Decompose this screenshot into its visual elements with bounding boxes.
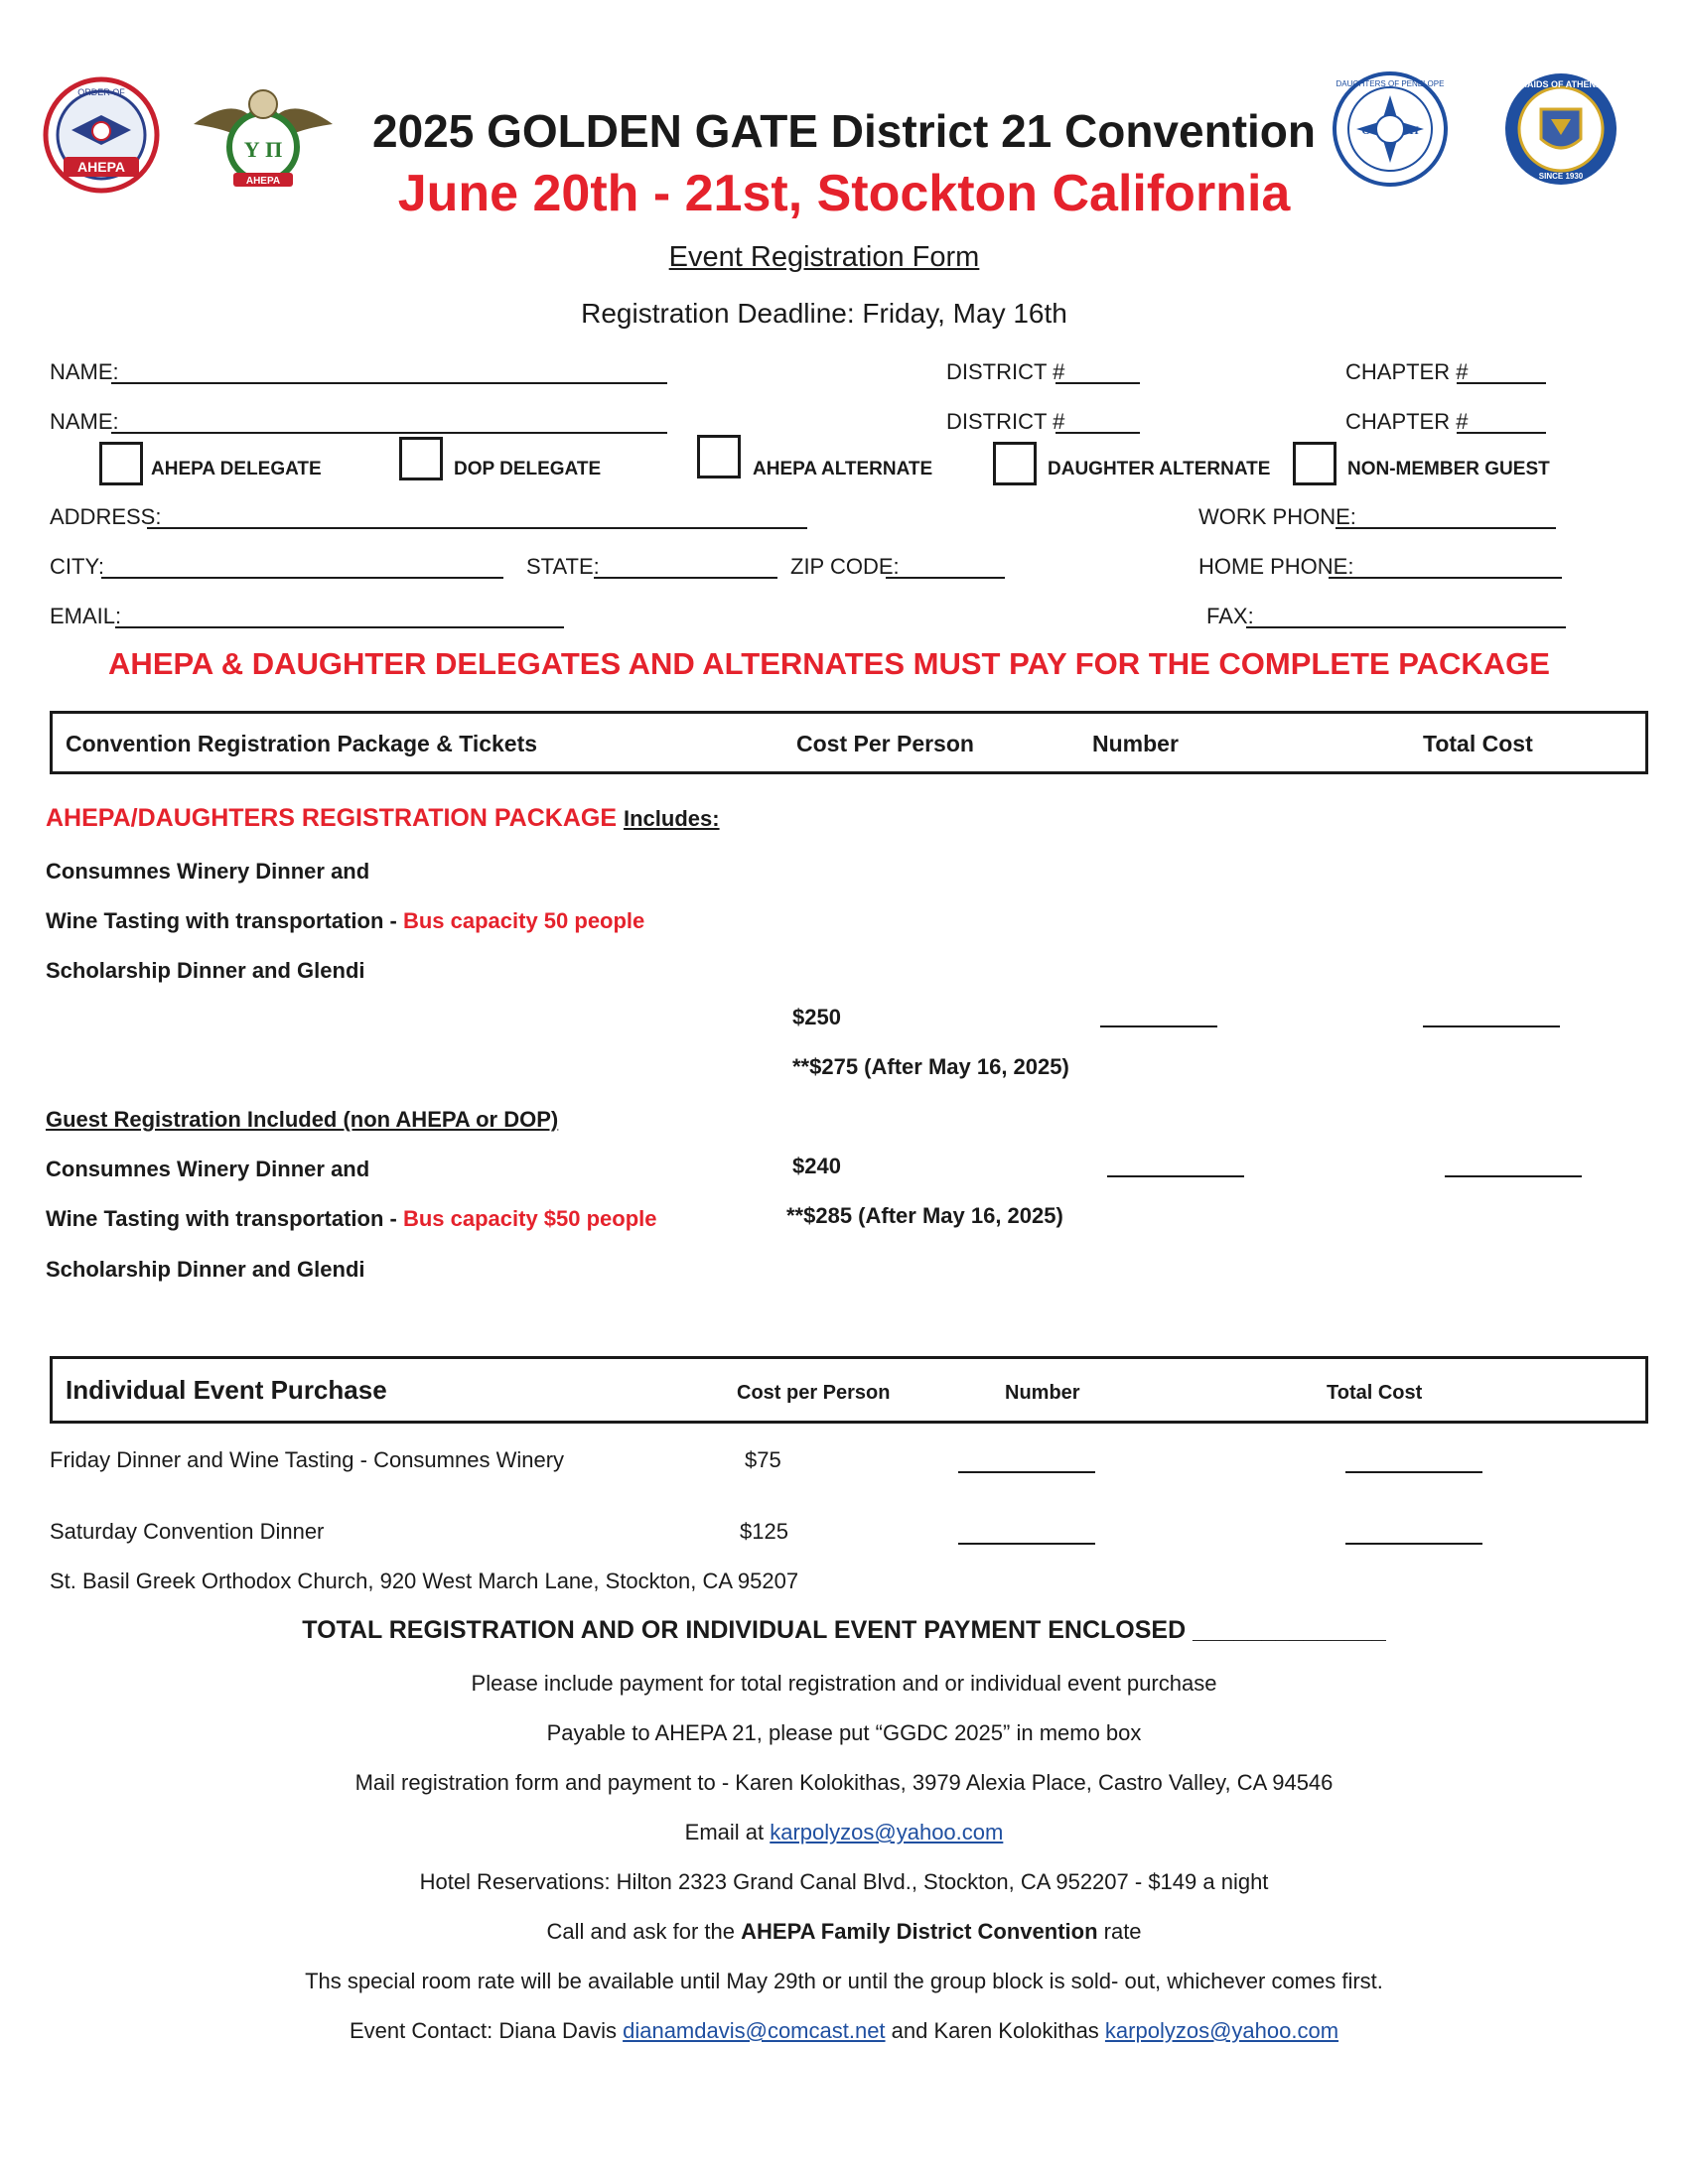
- special-rate-note: Ths special room rate will be available until May 29th or until the group block is sold- out, whichever comes first.: [305, 1969, 1383, 1993]
- state-label: STATE:: [526, 554, 600, 579]
- fax-field[interactable]: [1246, 626, 1566, 628]
- package-header-item: Convention Registration Package & Tickets: [66, 731, 538, 756]
- event-row-2-name: Saturday Convention Dinner: [50, 1519, 325, 1544]
- event-row-1-number-field[interactable]: [958, 1471, 1095, 1473]
- address-field[interactable]: [147, 527, 807, 529]
- ahepa-alternate-checkbox[interactable]: [697, 435, 741, 478]
- page-title: 2025 GOLDEN GATE District 21 Convention: [371, 105, 1316, 157]
- zip-field[interactable]: [886, 577, 1005, 579]
- package-header-total: Total Cost: [1423, 731, 1533, 756]
- contact-mid: and Karen Kolokithas: [885, 2018, 1105, 2043]
- dop-delegate-label: DOP DELEGATE: [454, 459, 602, 479]
- home-phone-field[interactable]: [1329, 577, 1562, 579]
- call-suffix: rate: [1097, 1919, 1142, 1944]
- individual-header-total: Total Cost: [1327, 1382, 1423, 1404]
- hotel-reservations: Hotel Reservations: Hilton 2323 Grand Canal Blvd., Stockton, CA 952207 - $149 a night: [419, 1869, 1269, 1894]
- ahepa-delegate-checkbox[interactable]: [99, 442, 143, 485]
- event-row-2-total-field[interactable]: [1345, 1543, 1482, 1545]
- moa-logo-since: SINCE 1930: [1538, 172, 1584, 181]
- convention-rate-name: AHEPA Family District Convention: [741, 1919, 1098, 1944]
- dop-logo-letter-right: Π: [1409, 123, 1419, 137]
- chapter-field-2[interactable]: [1457, 432, 1546, 434]
- name-field-1[interactable]: [111, 382, 667, 384]
- member-package-late-price: **$275 (After May 16, 2025): [792, 1054, 1069, 1079]
- city-label: CITY:: [50, 554, 105, 579]
- state-field[interactable]: [594, 577, 777, 579]
- name-label-1: NAME:: [50, 359, 119, 384]
- fax-label: FAX:: [1206, 604, 1254, 628]
- event-row-1-total-field[interactable]: [1345, 1471, 1482, 1473]
- district-field-2[interactable]: [1055, 432, 1140, 434]
- individual-header-cost: Cost per Person: [737, 1382, 891, 1404]
- total-payment-field[interactable]: ______________: [1193, 1616, 1386, 1644]
- daughter-alternate-checkbox[interactable]: [993, 442, 1037, 485]
- individual-header-item: Individual Event Purchase: [66, 1375, 387, 1405]
- moa-logo-ring-text: MAIDS OF ATHENA: [1519, 79, 1603, 89]
- contact-email-link[interactable]: karpolyzos@yahoo.com: [770, 1820, 1004, 1844]
- ahepa-logo-banner: AHEPA: [77, 159, 125, 175]
- dop-logo-ring-text: DAUGHTERS OF PENELOPE: [1336, 79, 1445, 88]
- guest-package-late-price: **$285 (After May 16, 2025): [786, 1203, 1063, 1228]
- member-package-line1: Consumnes Winery Dinner and: [46, 859, 370, 884]
- name-label-2: NAME:: [50, 409, 119, 434]
- email-prefix: Email at: [684, 1820, 771, 1844]
- event-row-1-price: $75: [745, 1447, 781, 1472]
- guest-package-bus-capacity: Bus capacity $50 people: [402, 1206, 657, 1231]
- ahepa-delegate-label: AHEPA DELEGATE: [151, 459, 322, 479]
- home-phone-label: HOME PHONE:: [1198, 554, 1354, 579]
- member-package-line2: Wine Tasting with transportation -: [46, 908, 403, 933]
- work-phone-label: WORK PHONE:: [1198, 504, 1356, 529]
- name-field-2[interactable]: [111, 432, 667, 434]
- address-label: ADDRESS:: [50, 504, 162, 529]
- total-payment-label: TOTAL REGISTRATION AND OR INDIVIDUAL EVENT PAYMENT ENCLOSED: [302, 1616, 1187, 1644]
- ahepa-logo-ring-text: ORDER OF: [77, 87, 125, 97]
- district-label-2: DISTRICT #: [946, 409, 1065, 434]
- member-package-title: AHEPA/DAUGHTERS REGISTRATION PACKAGE: [46, 804, 618, 832]
- event-row-2-number-field[interactable]: [958, 1543, 1095, 1545]
- individual-header-number: Number: [1005, 1382, 1080, 1404]
- zip-label: ZIP CODE:: [790, 554, 900, 579]
- guest-package-price: $240: [792, 1154, 841, 1178]
- event-dates: June 20th - 21st, Stockton California: [397, 165, 1291, 222]
- contact-prefix: Event Contact: Diana Davis: [349, 2018, 624, 2043]
- member-package-total-field[interactable]: [1423, 1025, 1560, 1027]
- member-package-line3: Scholarship Dinner and Glendi: [46, 958, 365, 983]
- chapter-label-2: CHAPTER #: [1345, 409, 1469, 434]
- work-phone-field[interactable]: [1336, 527, 1556, 529]
- district-field-1[interactable]: [1055, 382, 1140, 384]
- guest-package-total-field[interactable]: [1445, 1175, 1582, 1177]
- non-member-guest-checkbox[interactable]: [1293, 442, 1336, 485]
- member-package-includes: Includes:: [623, 806, 720, 831]
- sons-logo-letters: Υ Π: [243, 137, 283, 162]
- chapter-label-1: CHAPTER #: [1345, 359, 1469, 384]
- daughter-alternate-label: DAUGHTER ALTERNATE: [1048, 459, 1271, 479]
- event-row-1-name: Friday Dinner and Wine Tasting - Consumnes Winery: [50, 1447, 565, 1472]
- mailing-address: Mail registration form and payment to - Karen Kolokithas, 3979 Alexia Place, Castro Valley, CA 94546: [354, 1770, 1334, 1795]
- city-field[interactable]: [101, 577, 503, 579]
- call-prefix: Call and ask for the: [546, 1919, 742, 1944]
- email-field[interactable]: [115, 626, 564, 628]
- sons-logo-banner: AHEPA: [245, 176, 281, 187]
- guest-package-number-field[interactable]: [1107, 1175, 1244, 1177]
- package-header-cost: Cost Per Person: [796, 731, 974, 756]
- package-header-number: Number: [1092, 731, 1179, 756]
- non-member-guest-label: NON-MEMBER GUEST: [1347, 459, 1550, 479]
- venue-address: St. Basil Greek Orthodox Church, 920 West March Lane, Stockton, CA 95207: [50, 1569, 799, 1593]
- district-label-1: DISTRICT #: [946, 359, 1065, 384]
- chapter-field-1[interactable]: [1457, 382, 1546, 384]
- dop-logo-letter-left: Θ: [1361, 123, 1371, 137]
- payment-instructions: Please include payment for total registration and or individual event purchase: [471, 1671, 1217, 1696]
- member-package-price: $250: [792, 1005, 841, 1029]
- event-row-2-price: $125: [740, 1519, 788, 1544]
- payable-to: Payable to AHEPA 21, please put “GGDC 2025” in memo box: [546, 1720, 1142, 1745]
- guest-package-line3: Scholarship Dinner and Glendi: [46, 1257, 365, 1282]
- diana-email-link[interactable]: dianamdavis@comcast.net: [623, 2018, 886, 2043]
- email-label: EMAIL:: [50, 604, 122, 628]
- member-package-bus-capacity: Bus capacity 50 people: [402, 908, 645, 933]
- karen-email-link[interactable]: karpolyzos@yahoo.com: [1104, 2018, 1339, 2043]
- delegate-notice: AHEPA & DAUGHTER DELEGATES AND ALTERNATES MUST PAY FOR THE COMPLETE PACKAGE: [108, 646, 1550, 681]
- registration-deadline: Registration Deadline: Friday, May 16th: [581, 298, 1067, 329]
- guest-package-line2: Wine Tasting with transportation -: [46, 1206, 403, 1231]
- form-name: Event Registration Form: [668, 241, 980, 273]
- guest-package-line1: Consumnes Winery Dinner and: [46, 1157, 370, 1181]
- dop-delegate-checkbox[interactable]: [399, 437, 443, 480]
- member-package-number-field[interactable]: [1100, 1025, 1217, 1027]
- guest-package-title: Guest Registration Included (non AHEPA or DOP): [46, 1107, 559, 1132]
- ahepa-alternate-label: AHEPA ALTERNATE: [753, 459, 933, 479]
